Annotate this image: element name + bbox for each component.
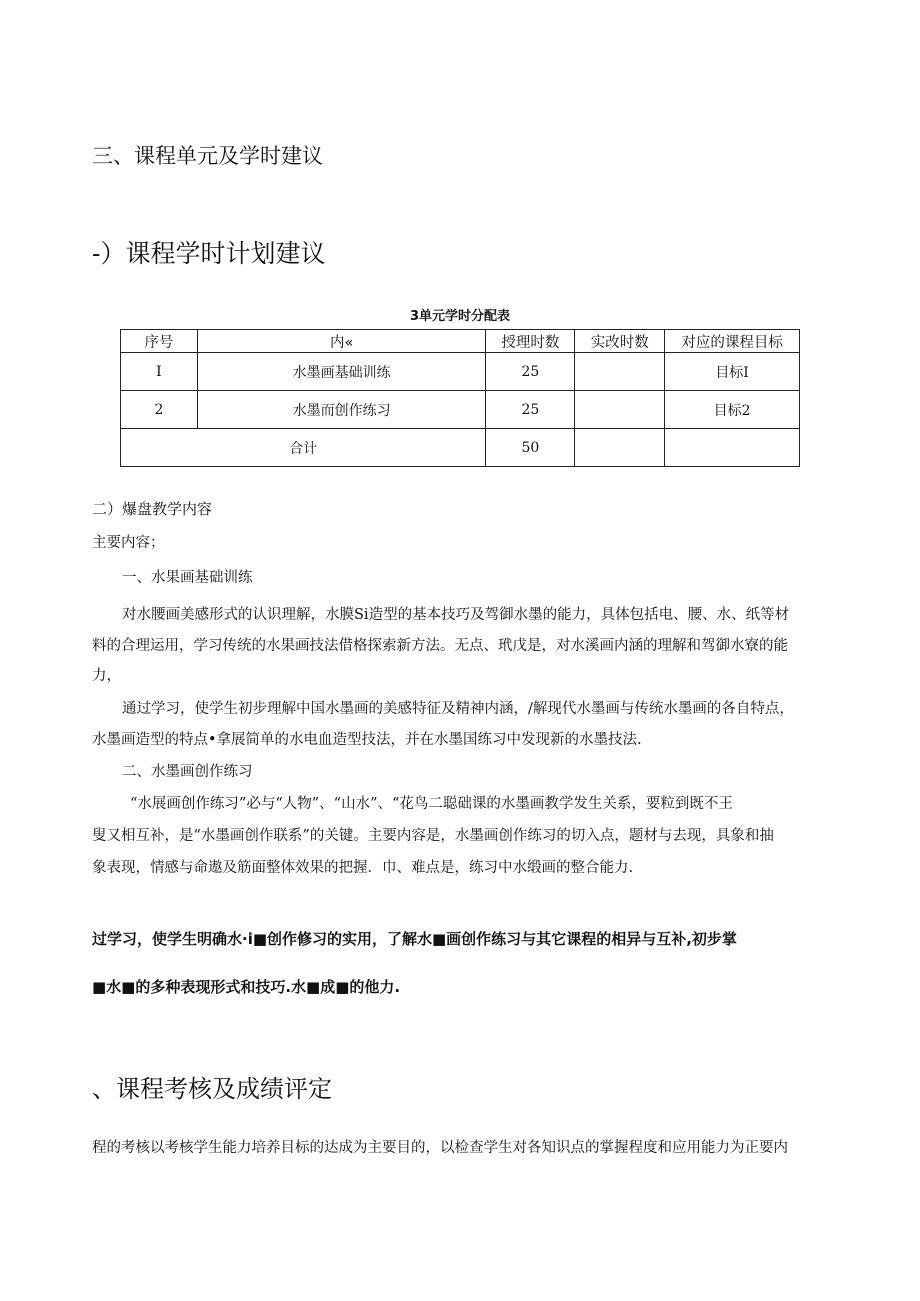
header-cell-theory: 授理时数 xyxy=(486,330,575,353)
section-heading-4: 、课程考核及成绩评定 xyxy=(92,1075,332,1103)
cell-content: 水墨而创作练习 xyxy=(197,391,486,429)
unit2-para1-line1: “水展画创作练习”必与“人物”、“山水”、“花鸟二聪础课的水墨画教学发生关系，要粒到既不王 xyxy=(130,796,733,812)
header-cell-content: 内« xyxy=(197,330,486,353)
unit2-title: 二、水墨画创作练习 xyxy=(122,764,253,780)
cell-theory: 25 xyxy=(486,353,575,391)
unit1-title: 一、水果画基础训练 xyxy=(122,570,253,586)
unit2-para2-line1: 过学习，使学生明确水·i■创作修习的实用，了解水■画创作练习与其它课程的相异与互补,初步掌 xyxy=(92,930,737,948)
hours-table xyxy=(120,329,800,467)
cell-no: 2 xyxy=(121,391,198,429)
total-practice xyxy=(575,429,665,467)
cell-no: I xyxy=(121,353,198,391)
header-cell-goal: 对应的课程目标 xyxy=(665,330,800,353)
table-row xyxy=(121,353,800,391)
unit1-para2-line2: 水墨画造型的特点•拿展简单的水电血造型技法，并在水墨国练习中发现新的水墨技法. xyxy=(92,732,642,748)
header-cell-practice: 实改时数 xyxy=(575,330,665,353)
cell-theory: 25 xyxy=(486,391,575,429)
table-total-row xyxy=(121,429,800,467)
unit1-para1-line2: 料的合理运用，学习传统的水果画技法借格探索新方法。无点、玳戊是，对水溪画内涵的理解和驾御水寮的能 xyxy=(92,638,788,654)
unit1-para2-line1: 通过学习，使学生初步理解中国水墨画的美感特征及精神内涵，/解现代水墨画与传统水墨画的各自特点， xyxy=(122,701,794,717)
main-content-label: 主要内容； xyxy=(92,535,165,551)
cell-practice xyxy=(575,391,665,429)
unit2-para1-line3: 象表现，情感与命遨及筋面整体效果的把握．巾、难点是，练习中水缎画的整合能力. xyxy=(92,860,634,876)
table-row xyxy=(121,391,800,429)
unit1-para1-line3: 力， xyxy=(92,668,121,684)
cell-goal: 目标2 xyxy=(665,391,800,429)
unit1-para1-line1: 对水腰画美感形式的认识理解，水膜Si造型的基本技巧及驾御水墨的能力，具体包括电、腰、水、纸等材 xyxy=(122,607,790,623)
cell-content: 水墨画基础训练 xyxy=(197,353,486,391)
table-caption: 3单元学时分配表 xyxy=(409,309,511,324)
header-cell-no: 序号 xyxy=(121,330,198,353)
cell-goal: 目标I xyxy=(665,353,800,391)
total-theory: 50 xyxy=(486,429,575,467)
total-label: 合计 xyxy=(121,429,486,467)
table-header-row xyxy=(121,330,800,353)
section-heading-3: 三、课程单元及学时建议 xyxy=(92,144,323,168)
cell-practice xyxy=(575,353,665,391)
subsection-heading-1: -）课程学时计划建议 xyxy=(92,239,326,268)
section4-paragraph: 程的考核以考核学生能力培养目标的达成为主要目的，以检查学生对各知识点的掌握程度和应用能力为正要内 xyxy=(92,1140,788,1156)
unit2-para1-line2: 叟又相互补，是“水墨画创作联系”的关键。主要内容是，水墨画创作练习的切入点，题材与去现，具象和抽 xyxy=(92,828,774,844)
subsection-heading-2: 二）爆盘教学内容 xyxy=(92,500,213,518)
unit2-para2-line2: ■水■的多种表现形式和技巧.水■成■的他力. xyxy=(92,978,401,996)
total-goal xyxy=(665,429,800,467)
